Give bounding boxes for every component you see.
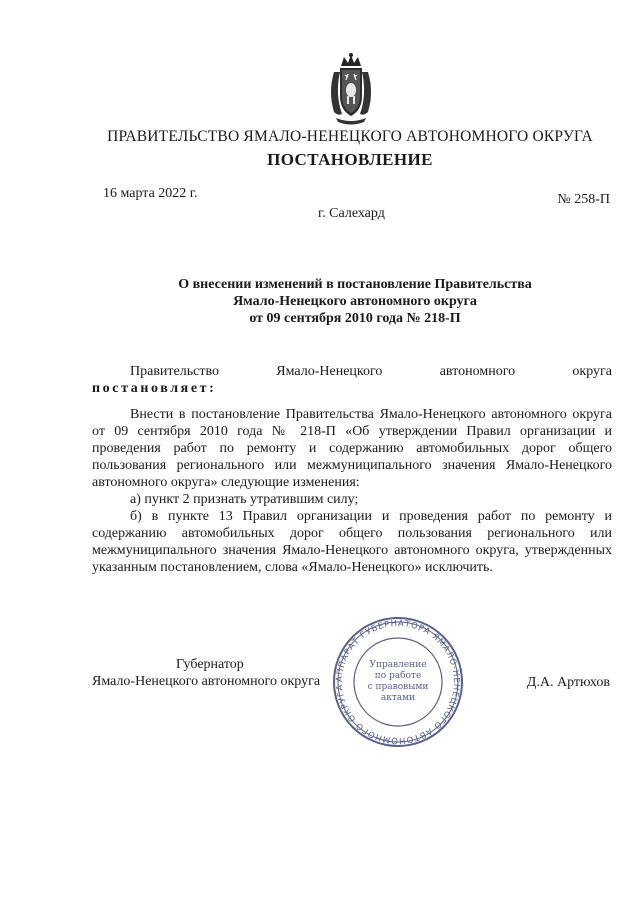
signatory-region: Ямало-Ненецкого автономного округа <box>92 674 321 689</box>
document-body <box>92 406 612 576</box>
stamp-line: по работе <box>374 671 422 681</box>
body-paragraph: а) пункт 2 признать утратившим силу; <box>130 492 359 507</box>
stamp-line: Управление <box>369 660 427 670</box>
document-date: 16 марта 2022 г. <box>103 186 198 201</box>
signatory-title: Губернатор <box>176 657 244 672</box>
document-number: № 258-П <box>557 192 610 207</box>
document-city: г. Салехард <box>318 206 385 221</box>
resolves-word: постановляет: <box>92 381 217 396</box>
signatory-name: Д.А. Артюхов <box>526 675 610 690</box>
preamble <box>92 363 612 397</box>
preamble-word: Ямало-Ненецкого <box>276 364 383 379</box>
title-line: Ямало-Ненецкого автономного округа <box>233 294 477 309</box>
stamp-line: актами <box>380 693 416 703</box>
body-paragraph: Внести в постановление Правительства Ямало-Ненецкого автономного округа от 09 сентября 2010 года № 218-П «Об утверждении Правил организации и проведения работ по ремонту и содержанию автомобильных дорог общего пользования регионального или межмуниципального значения Ямало-Ненецкого автономного округа» следующие изменения: <box>92 407 612 490</box>
preamble-word: автономного <box>439 364 516 379</box>
organization-name: ПРАВИТЕЛЬСТВО ЯМАЛО-НЕНЕЦКОГО АВТОНОМНОГО ОКРУГА <box>107 128 593 145</box>
stamp-inner-text <box>362 660 434 704</box>
stamp-line: с правовыми <box>367 682 429 692</box>
preamble-line <box>92 363 612 380</box>
coat-of-arms-icon <box>328 52 374 126</box>
body-paragraph: б) в пункте 13 Правил организации и проведения работ по ремонту и содержанию автомобильных дорог общего пользования регионального или межмуниципального значения Ямало-Ненецкого автономного округа, утвержденных указанным постановлением, слова «Ямало-Ненецкого» исключить. <box>92 509 612 575</box>
title-line: от 09 сентября 2010 года № 218-П <box>249 311 461 326</box>
signatory-position <box>92 656 320 690</box>
stamp-outer-text: АППАРАТ ГУБЕРНАТОРА ЯМАЛО-НЕНЕЦКОГО АВТОНОМНОГО ОКРУГА <box>334 618 462 746</box>
preamble-word: округа <box>572 364 612 379</box>
document-type: ПОСТАНОВЛЕНИЕ <box>267 150 433 169</box>
document-title <box>90 276 620 327</box>
official-stamp <box>328 616 468 748</box>
title-line: О внесении изменений в постановление Правительства <box>178 277 532 292</box>
preamble-word: Правительство <box>130 364 219 379</box>
